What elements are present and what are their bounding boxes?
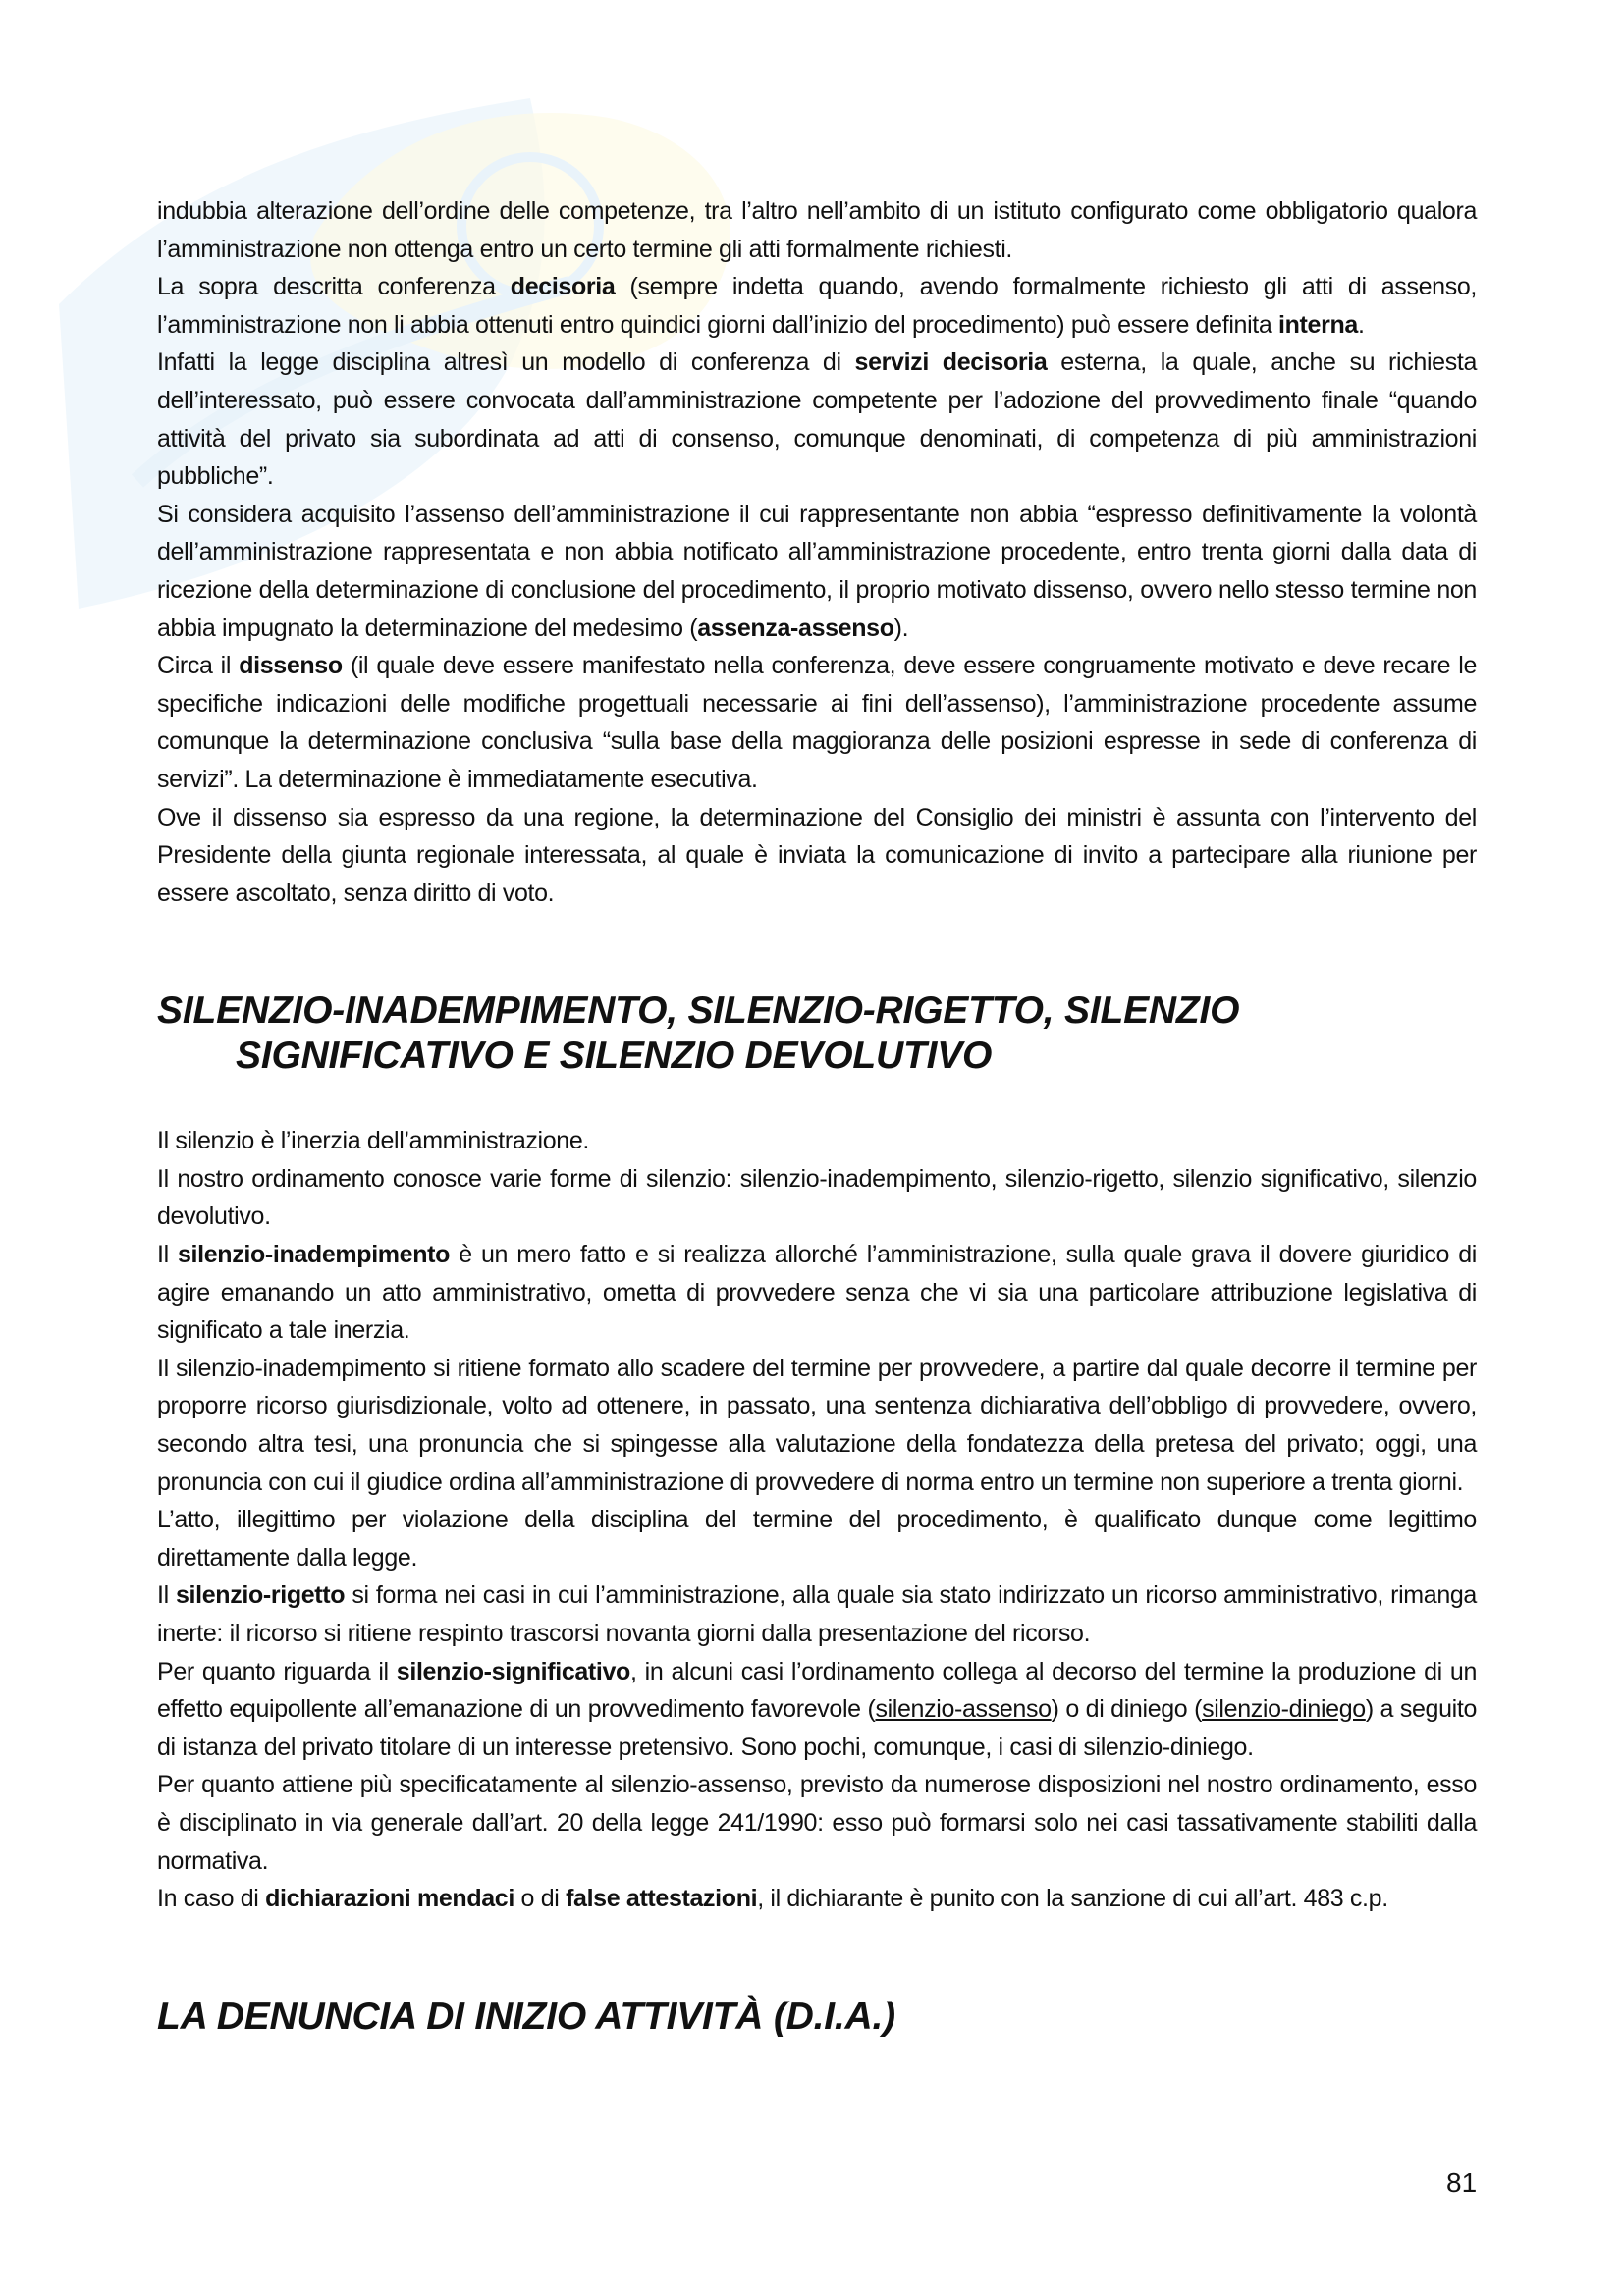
term-silenzio-significativo: silenzio-significativo [396,1657,630,1685]
page-number: 81 [1446,2167,1478,2198]
term-assenza-assenso: assenza-assenso [697,614,894,642]
document-page [157,192,1477,2040]
term-false-attestazioni: false attestazioni [566,1885,758,1913]
paragraph-conferenza-decisoria: La sopra descritta conferenza decisoria (sempre indetta quando, avendo formalmente richiesto gli atti di assenso, l’amministrazione non li abbia ottenuti entro quindici giorni dall’inizio del procedimento) può essere definita interna. [157,273,1477,339]
paragraph-servizi-decisoria: Infatti la legge disciplina altresì un modello di conferenza di servizi decisoria esterna, la quale, anche su richiesta dell’interessato, può essere convocata dall’amministrazione competente per l’adozione del provvedimento finale “quando attività del privato sia subordinata ad atti di consenso, comunque denominati, di competenza di più amministrazioni pubbliche”. [157,348,1477,491]
paragraph-atto-illegittimo: L’atto, illegittimo per violazione della disciplina del termine del procedimento, è qualificato dunque come legittimo direttamente dalla legge. [157,1506,1477,1572]
term-silenzio-diniego: silenzio-diniego [1202,1695,1366,1724]
paragraph-termine-ricorso: Il silenzio-inadempimento si ritiene formato allo scadere del termine per provvedere, a partire dal quale decorre il termine per proporre ricorso giurisdizionale, volto ad ottenere, in passato, una sentenza dichiarativa dell’obbligo di provvedere, ovvero, secondo altra tesi, una pronuncia che si spingesse alla valutazione della fondatezza della pretesa del privato; oggi, una pronuncia con cui il giudice ordina all’amministrazione di provvedere di norma entro un termine non superiore a trenta giorni. [157,1354,1477,1496]
term-silenzio-inadempimento: silenzio-inadempimento [177,1241,451,1269]
term-dichiarazioni-mendaci: dichiarazioni mendaci [265,1885,514,1913]
paragraph-silenzio-significativo: Per quanto riguarda il silenzio-significativo, in alcuni casi l’ordinamento collega al decorso del termine la produzione di un effetto equipollente all’emanazione di un provvedimento favorevole (silenzio-assenso) o di diniego (silenzio-diniego) a seguito di istanza del privato titolare di un interesse pretensivo. Sono pochi, comunque, i casi di silenzio-diniego. [157,1657,1477,1761]
term-silenzio-assenso: silenzio-assenso [875,1695,1052,1724]
section-heading-dia: LA DENUNCIA DI INIZIO ATTIVITÀ (D.I.A.) [157,1995,895,2038]
term-decisoria: decisoria [510,273,616,301]
term-servizi-decisoria: servizi decisoria [854,348,1048,377]
paragraph-dichiarazioni-mendaci: In caso di dichiarazioni mendaci o di false attestazioni, il dichiarante è punito con la sanzione di cui all’art. 483 c.p. [157,1885,1388,1913]
term-interna: interna [1278,310,1358,339]
paragraph-regione: Ove il dissenso sia espresso da una regione, la determinazione del Consiglio dei ministri è assunta con l’intervento del Presidente della giunta regionale interessata, al quale è inviata la comunicazione di invito a partecipare alla riunione per essere ascoltato, senza diritto di voto. [157,803,1477,907]
paragraph-silenzio-inadempimento: Il silenzio-inadempimento è un mero fatto e si realizza allorché l’amministrazione, sulla quale grava il dovere giuridico di agire emanando un atto amministrativo, ometta di provvedere senza che vi sia una particolare attribuzione legislativa di significato a tale inerzia. [157,1241,1477,1345]
paragraph-assenso-acquisito: Si considera acquisito l’assenso dell’amministrazione il cui rappresentante non abbia “espresso definitivamente la volontà dell’amministrazione rappresentata e non abbia notificato all’amministrazione procedente, entro trenta giorni dalla data di ricezione della determinazione di conclusione del procedimento, il proprio motivato dissenso, ovvero nello stesso termine non abbia impugnato la determinazione del medesimo (assenza-assenso). [157,500,1477,642]
paragraph-dissenso: Circa il dissenso (il quale deve essere manifestato nella conferenza, deve essere congruamente motivato e deve recare le specifiche indicazioni delle modifiche progettuali necessarie ai fini dell’assenso), l’amministrazione procedente assume comunque la determinazione conclusiva “sulla base della maggioranza delle posizioni espresse in sede di conferenza di servizi”. La determinazione è immediatamente esecutiva. [157,652,1477,793]
paragraph-silenzio-rigetto: Il silenzio-rigetto si forma nei casi in cui l’amministrazione, alla quale sia stato indirizzato un ricorso amministrativo, rimanga inerte: il ricorso si ritiene respinto trascorsi novanta giorni dalla presentazione del ricorso. [157,1581,1477,1647]
paragraph-forme-silenzio: Il nostro ordinamento conosce varie forme di silenzio: silenzio-inadempimento, silenzio-rigetto, silenzio significativo, silenzio devolutivo. [157,1164,1477,1231]
paragraph-silenzio-assenso: Per quanto attiene più specificatamente al silenzio-assenso, previsto da numerose disposizioni nel nostro ordinamento, esso è disciplinato in via generale dall’art. 20 della legge 241/1990: esso può formarsi solo nei casi tassativamente stabiliti dalla normativa. [157,1771,1477,1875]
paragraph-inerzia: Il silenzio è l’inerzia dell’amministrazione. [157,1127,589,1155]
term-silenzio-rigetto: silenzio-rigetto [176,1581,346,1610]
section-heading-silenzio [157,988,1477,1079]
term-dissenso: dissenso [239,652,343,680]
heading-line-1: SILENZIO-INADEMPIMENTO, SILENZIO-RIGETTO, SILENZIO [157,989,1240,1033]
paragraph-competenze: indubbia alterazione dell’ordine delle competenze, tra l’altro nell’ambito di un istituto configurato come obbligatorio qualora l’amministrazione non ottenga entro un certo termine gli atti formalmente richiesti. [157,197,1477,263]
heading-line-2: SIGNIFICATIVO E SILENZIO DEVOLUTIVO [236,1035,993,1078]
